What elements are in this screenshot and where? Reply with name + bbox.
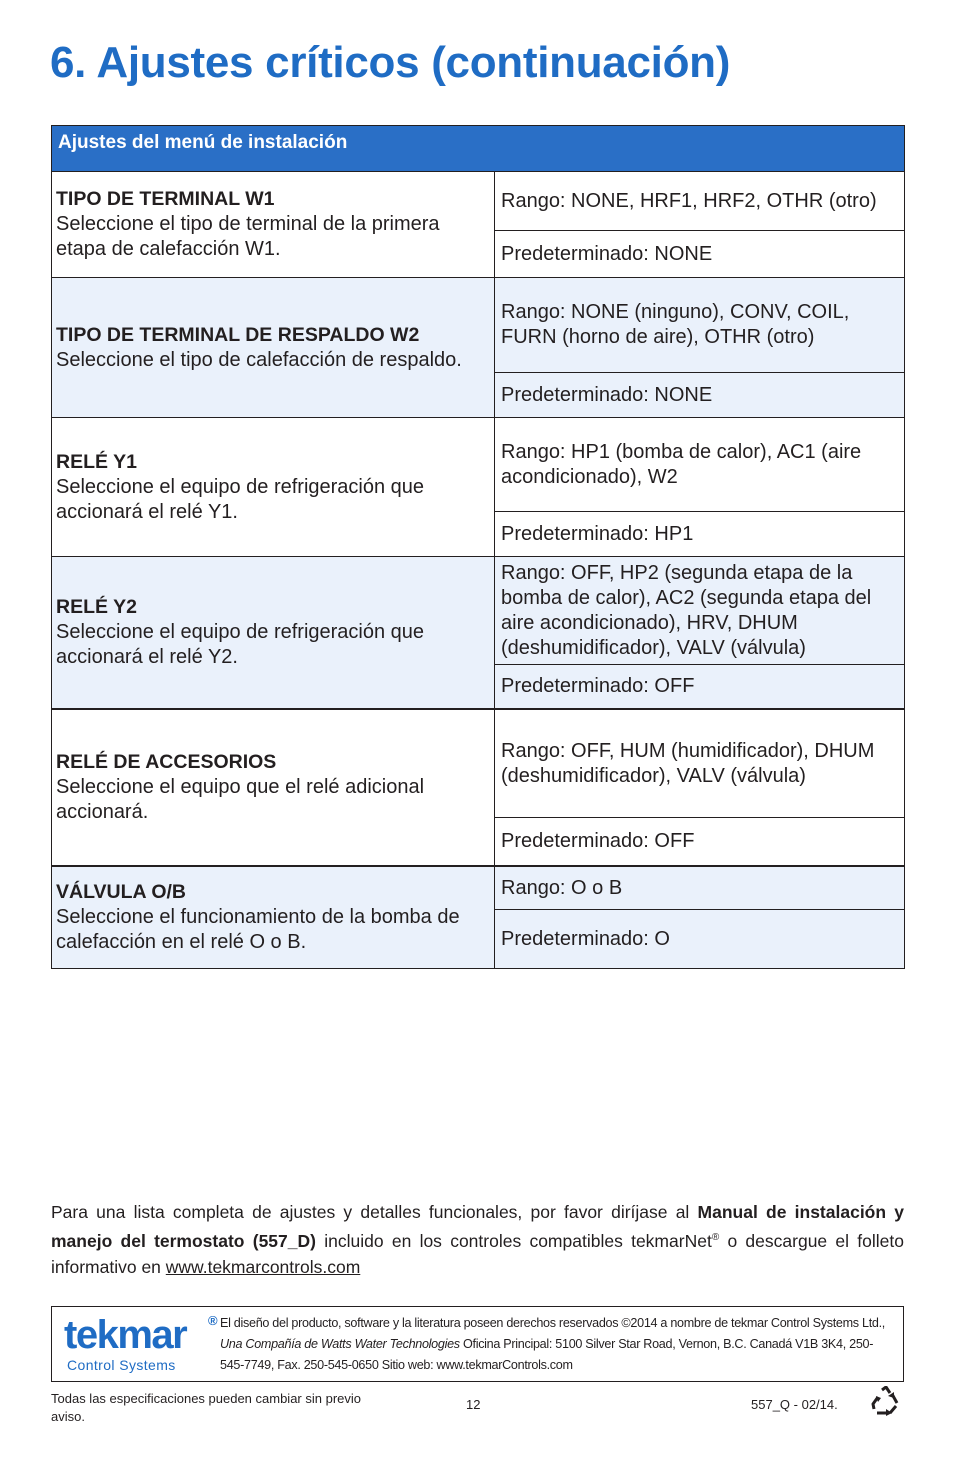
table-row: [52, 557, 905, 665]
logo-wordmark: tekmar: [64, 1313, 187, 1357]
company-name: Una Compañía de Watts Water Technologies: [220, 1337, 460, 1351]
setting-name: RELÉ Y1: [56, 450, 137, 473]
logo-subtitle: Control Systems: [67, 1357, 176, 1373]
copyright-text: [220, 1313, 896, 1376]
default-cell: Predeterminado: O: [495, 910, 905, 969]
setting-cell: [52, 557, 495, 710]
default-cell: Predeterminado: NONE: [495, 231, 905, 278]
info-paragraph: [51, 1199, 904, 1280]
info-text: o descargue el folleto informativo en: [51, 1230, 904, 1277]
specs-note: Todas las especificaciones pueden cambiar sin previo aviso.: [51, 1391, 362, 1424]
info-text: Para una lista completa de ajustes y detalles funcionales, por favor diríjase al: [51, 1202, 698, 1222]
setting-cell: [52, 278, 495, 418]
table-row: [52, 709, 905, 818]
logo-registered-mark: ®: [208, 1313, 218, 1328]
registered-mark: ®: [711, 1232, 720, 1243]
table-row: [52, 418, 905, 512]
copyright-part: El diseño del producto, software y la literatura poseen derechos reservados ©2014 a nombre de tekmar Control Systems Ltd.,: [220, 1316, 886, 1330]
setting-description: Seleccione el equipo de refrigeración que accionará el relé Y1.: [56, 475, 425, 523]
range-cell: Rango: NONE (ninguno), CONV, COIL, FURN (horno de aire), OTHR (otro): [495, 278, 905, 373]
setting-cell: [52, 172, 495, 278]
default-cell: Predeterminado: NONE: [495, 373, 905, 418]
footer-box: [51, 1306, 904, 1382]
default-cell: Predeterminado: HP1: [495, 512, 905, 557]
setting-description: Seleccione el tipo de terminal de la primera etapa de calefacción W1.: [56, 213, 440, 260]
default-cell: Predeterminado: OFF: [495, 665, 905, 710]
table-header-label: Ajustes del menú de instalación: [58, 132, 348, 153]
copyright-part: Oficina Principal: 5100 Silver Star Road, Vernon, B.C. Canadá V1B 3K4, 250-545-7749, Fax. 250-545-0650 Sitio web: www.tekmarControls.com: [220, 1337, 874, 1372]
setting-cell: [52, 709, 495, 866]
table-header: [52, 126, 905, 172]
info-text: incluido en los controles compatibles tekmarNet: [315, 1230, 712, 1251]
setting-name: TIPO DE TERMINAL DE RESPALDO W2: [56, 323, 420, 346]
range-cell: Rango: NONE, HRF1, HRF2, OTHR (otro): [495, 172, 905, 231]
setting-description: Seleccione el funcionamiento de la bomba de calefacción en el relé O o B.: [56, 906, 460, 953]
range-cell: Rango: O o B: [495, 866, 905, 910]
table-row: [52, 172, 905, 231]
setting-cell: [52, 866, 495, 969]
setting-cell: [52, 418, 495, 557]
table-row: [52, 866, 905, 910]
range-cell: Rango: OFF, HUM (humidificador), DHUM (deshumidificador), VALV (válvula): [495, 709, 905, 818]
settings-table: [51, 125, 905, 969]
setting-name: RELÉ Y2: [56, 596, 137, 618]
recycle-icon: [870, 1386, 902, 1416]
setting-name: RELÉ DE ACCESORIOS: [56, 751, 277, 773]
page-title: 6. Ajustes críticos (continuación): [50, 38, 731, 87]
manual-title: Manual de instalación y manejo del termostato (557_D): [51, 1202, 904, 1251]
default-cell: Predeterminado: OFF: [495, 818, 905, 867]
setting-name: VÁLVULA O/B: [56, 881, 186, 903]
document-code: 557_Q - 02/14.: [751, 1397, 838, 1412]
range-cell: Rango: HP1 (bomba de calor), AC1 (aire acondicionado), W2: [495, 418, 905, 512]
setting-description: Seleccione el tipo de calefacción de respaldo.: [56, 348, 462, 371]
setting-description: Seleccione el equipo que el relé adicional accionará.: [56, 776, 425, 823]
page-number: 12: [466, 1397, 481, 1412]
tekmar-logo: [64, 1311, 224, 1377]
setting-description: Seleccione el equipo de refrigeración que accionará el relé Y2.: [56, 621, 425, 668]
range-cell: Rango: OFF, HP2 (segunda etapa de la bomba de calor), AC2 (segunda etapa del aire acondicionado), HRV, DHUM (deshumidificador), VALV (válvula): [495, 557, 905, 665]
table-row: [52, 278, 905, 373]
website-link[interactable]: www.tekmarcontrols.com: [165, 1256, 361, 1277]
setting-name: TIPO DE TERMINAL W1: [56, 188, 275, 210]
